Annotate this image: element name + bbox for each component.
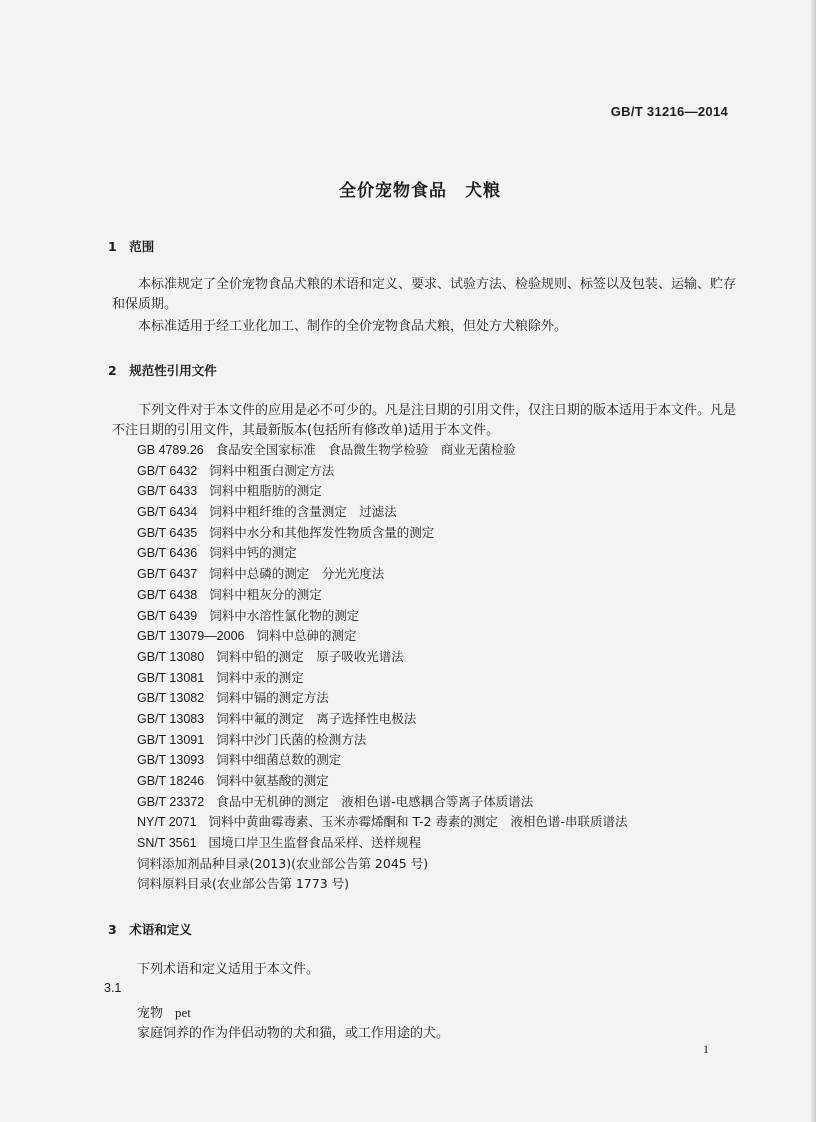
reference-item bbox=[137, 730, 627, 751]
references-intro: 下列文件对于本文件的应用是必不可少的。凡是注日期的引用文件，仅注日期的版本适用于本文件。凡是不注日期的引用文件，其最新版本(包括所有修改单)适用于本文件。 bbox=[112, 403, 737, 438]
reference-item bbox=[137, 626, 627, 647]
reference-title: 饲料中水溶性氯化物的测定 bbox=[209, 607, 360, 623]
terms-intro: 下列术语和定义适用于本文件。 bbox=[137, 962, 320, 977]
document-title: 全价宠物食品 犬粮 bbox=[339, 181, 501, 201]
reference-title: 饲料中氨基酸的测定 bbox=[216, 773, 329, 788]
section-heading-terms: 3 术语和定义 bbox=[108, 922, 192, 937]
scope-paragraph-1: 本标准规定了全价宠物食品犬粮的术语和定义、要求、试验方法、检验规则、标签以及包装、运输、贮存和保质期。 bbox=[112, 277, 737, 312]
section-heading-normative-references: 2 规范性引用文件 bbox=[108, 363, 217, 378]
scan-edge-shadow bbox=[810, 0, 816, 1122]
section-heading-scope: 1 范围 bbox=[108, 239, 155, 254]
reference-title: 饲料中铅的测定 原子吸收光谱法 bbox=[216, 648, 404, 664]
reference-item bbox=[137, 564, 627, 585]
reference-title: 国境口岸卫生监督食品采样、送样规程 bbox=[208, 835, 422, 851]
reference-code: GB/T 13083 bbox=[137, 711, 205, 726]
reference-item bbox=[137, 668, 627, 689]
reference-code: GB/T 13082 bbox=[137, 691, 205, 706]
reference-code: GB/T 6435 bbox=[137, 525, 198, 540]
reference-item bbox=[137, 523, 627, 544]
reference-item bbox=[137, 709, 627, 730]
reference-item bbox=[137, 461, 627, 482]
reference-title: 饲料中汞的测定 bbox=[216, 669, 304, 685]
reference-code: SN/T 3561 bbox=[137, 836, 197, 851]
reference-item bbox=[137, 481, 627, 502]
reference-code: GB/T 6438 bbox=[137, 587, 198, 602]
reference-code: GB/T 6433 bbox=[137, 484, 198, 499]
reference-title: 饲料中黄曲霉毒素、玉米赤霉烯酮和 T-2 毒素的测定 液相色谱-串联质谱法 bbox=[208, 814, 628, 830]
reference-code: GB/T 13091 bbox=[137, 732, 205, 747]
reference-title: 饲料原料目录(农业部公告第 1773 号) bbox=[137, 876, 350, 892]
reference-item bbox=[137, 585, 627, 606]
reference-title: 饲料中细菌总数的测定 bbox=[216, 752, 342, 768]
reference-title: 饲料中总磷的测定 分光光度法 bbox=[209, 566, 385, 582]
reference-item bbox=[137, 854, 627, 875]
reference-code: GB/T 13093 bbox=[137, 753, 205, 768]
reference-title: 食品中无机砷的测定 液相色谱-电感耦合等离子体质谱法 bbox=[216, 793, 534, 809]
reference-code: GB/T 6437 bbox=[137, 567, 198, 582]
term-zh: 宠物 bbox=[137, 1006, 164, 1021]
reference-title: 饲料中沙门氏菌的检测方法 bbox=[216, 731, 367, 747]
reference-code: GB/T 13079—2006 bbox=[137, 629, 245, 644]
reference-code: GB/T 6432 bbox=[137, 463, 198, 478]
scope-paragraph-2: 本标准适用于经工业化加工、制作的全价宠物食品犬粮，但处方犬粮除外。 bbox=[138, 319, 568, 334]
term-number: 3.1 bbox=[104, 981, 122, 995]
reference-item bbox=[137, 792, 627, 813]
reference-code: GB 4789.26 bbox=[137, 443, 204, 457]
reference-code: GB/T 13081 bbox=[137, 670, 205, 685]
reference-item bbox=[137, 688, 627, 709]
reference-title: 饲料中镉的测定方法 bbox=[216, 690, 329, 706]
reference-code: GB/T 13080 bbox=[137, 649, 205, 664]
term-definition: 家庭饲养的作为伴侣动物的犬和猫，或工作用途的犬。 bbox=[137, 1026, 450, 1041]
reference-title: 饲料中粗蛋白测定方法 bbox=[209, 462, 335, 478]
reference-title: 饲料中粗脂肪的测定 bbox=[209, 483, 322, 499]
reference-title: 食品安全国家标准 食品微生物学检验 商业无菌检验 bbox=[215, 442, 516, 457]
reference-code: NY/T 2071 bbox=[137, 815, 197, 830]
reference-item bbox=[137, 812, 627, 833]
reference-item bbox=[137, 502, 627, 523]
reference-item bbox=[137, 647, 627, 668]
reference-item bbox=[137, 440, 627, 461]
reference-title: 饲料中钙的测定 bbox=[209, 545, 297, 561]
reference-code: GB/T 6436 bbox=[137, 546, 198, 561]
reference-title: 饲料中粗纤维的含量测定 过滤法 bbox=[209, 504, 397, 520]
standard-code: GB/T 31216—2014 bbox=[610, 104, 728, 119]
reference-item bbox=[137, 750, 627, 771]
reference-code: GB/T 6439 bbox=[137, 608, 198, 623]
reference-item bbox=[137, 874, 627, 895]
term-en: pet bbox=[175, 1005, 191, 1020]
reference-item bbox=[137, 606, 627, 627]
reference-title: 饲料添加剂品种目录(2013)(农业部公告第 2045 号) bbox=[137, 855, 429, 871]
reference-title: 饲料中粗灰分的测定 bbox=[209, 586, 322, 602]
reference-code: GB/T 6434 bbox=[137, 505, 198, 520]
reference-list bbox=[137, 440, 627, 895]
term-entry bbox=[137, 1002, 191, 1021]
reference-item bbox=[137, 543, 627, 564]
reference-item bbox=[137, 771, 627, 792]
reference-item bbox=[137, 833, 627, 854]
reference-title: 饲料中总砷的测定 bbox=[256, 628, 357, 644]
page-number: 1 bbox=[703, 1042, 709, 1056]
reference-title: 饲料中水分和其他挥发性物质含量的测定 bbox=[209, 524, 435, 540]
reference-code: GB/T 23372 bbox=[137, 794, 205, 809]
reference-title: 饲料中氟的测定 离子选择性电极法 bbox=[216, 710, 417, 726]
reference-code: GB/T 18246 bbox=[137, 774, 205, 788]
